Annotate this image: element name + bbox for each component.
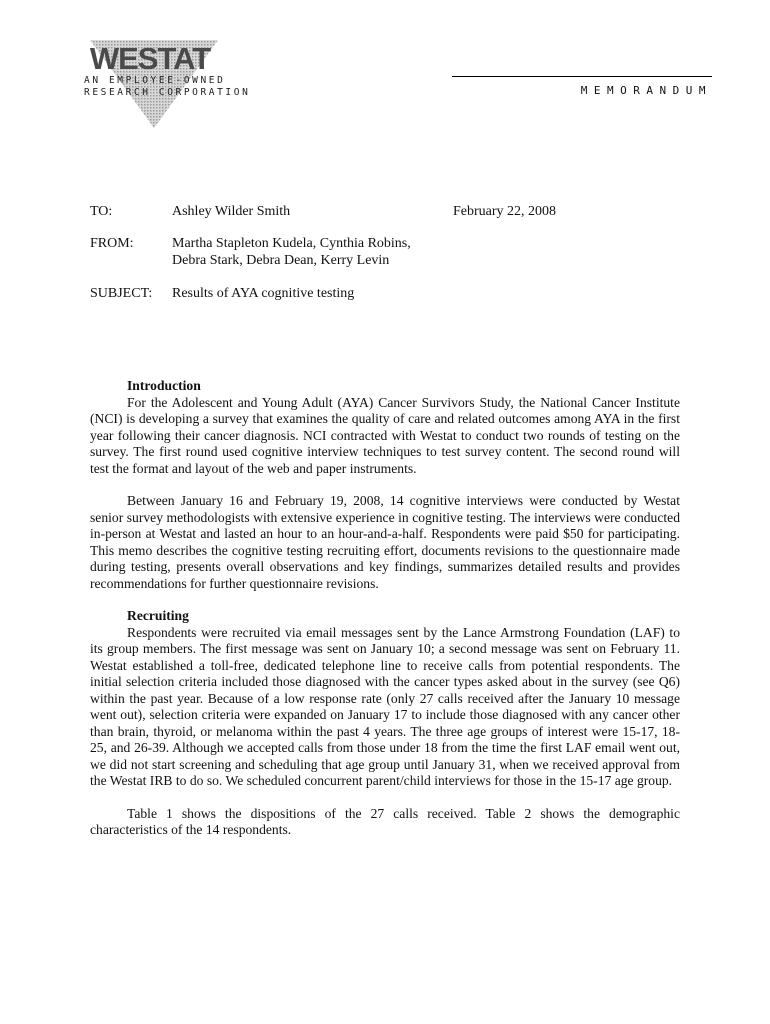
recruiting-paragraph-1: Respondents were recruited via email messages sent by the Lance Armstrong Foundation (LAF) to its group members. The first message was sent on January 10; a second message was sent on February 11. Westat established a toll-free, dedicated telephone line to receive calls from potential respondents. The initial selection criteria included those diagnosed with the cancer types asked about in the survey (see Q6) within the past year. Because of a low response rate (only 27 calls received after the January 10 message went out), selection criteria were expanded on January 17 to include those diagnosed with any cancer other than brain, thyroid, or melanoma within the past 4 years. The three age groups of interest were 15-17, 18-25, and 26-39. Although we accepted calls from those under 18 from the time the first LAF email went out, we did not start screening and scheduling that age group until January 31, when we received approval from the Westat IRB to do so. We scheduled concurrent parent/child interviews for those in the 15-17 age group. xyxy=(90,624,680,788)
memo-body xyxy=(90,378,680,839)
to-value: Ashley Wilder Smith xyxy=(172,204,291,219)
memo-date: February 22, 2008 xyxy=(453,204,557,219)
to-label: TO: xyxy=(90,204,113,219)
from-label: FROM: xyxy=(90,236,134,251)
recruiting-heading: Recruiting xyxy=(127,608,189,623)
logo-wordmark: WESTAT xyxy=(89,41,211,76)
subject-value: Results of AYA cognitive testing xyxy=(172,286,355,301)
memo-title: MEMORANDUM xyxy=(580,84,712,97)
from-line-2: Debra Stark, Debra Dean, Kerry Levin xyxy=(172,253,390,268)
subject-label: SUBJECT: xyxy=(90,286,153,301)
intro-paragraph-2: Between January 16 and February 19, 2008, 14 cognitive interviews were conducted by Westat senior survey methodologists with extensive experience in cognitive testing. The interviews were conducted in-person at Westat and lasted an hour to an hour-and-a-half. Respondents were paid $50 for participating. This memo describes the cognitive testing recruiting effort, documents revisions to the questionnaire made during testing, presents overall observations and key findings, summarizes detailed results and provides recommendations for further questionnaire revisions. xyxy=(90,493,680,591)
memo-rule xyxy=(452,76,712,77)
logo-tagline-1: AN EMPLOYEE-OWNED xyxy=(84,75,226,86)
logo-tagline-2: RESEARCH CORPORATION xyxy=(84,87,251,98)
intro-paragraph-1: For the Adolescent and Young Adult (AYA) Cancer Survivors Study, the National Cancer Institute (NCI) is developing a survey that examines the quality of care and related outcomes among AYA in the first year following their cancer diagnosis. NCI contracted with Westat to conduct two rounds of testing on the survey. The first round used cognitive interview techniques to test survey content. The second round will test the format and layout of the web and paper instruments. xyxy=(90,394,680,476)
recruiting-paragraph-2: Table 1 shows the dispositions of the 27 calls received. Table 2 shows the demographic characteristics of the 14 respondents. xyxy=(90,805,680,837)
from-line-1: Martha Stapleton Kudela, Cynthia Robins, xyxy=(172,236,411,251)
intro-heading: Introduction xyxy=(127,378,201,393)
westat-logo xyxy=(84,38,251,130)
